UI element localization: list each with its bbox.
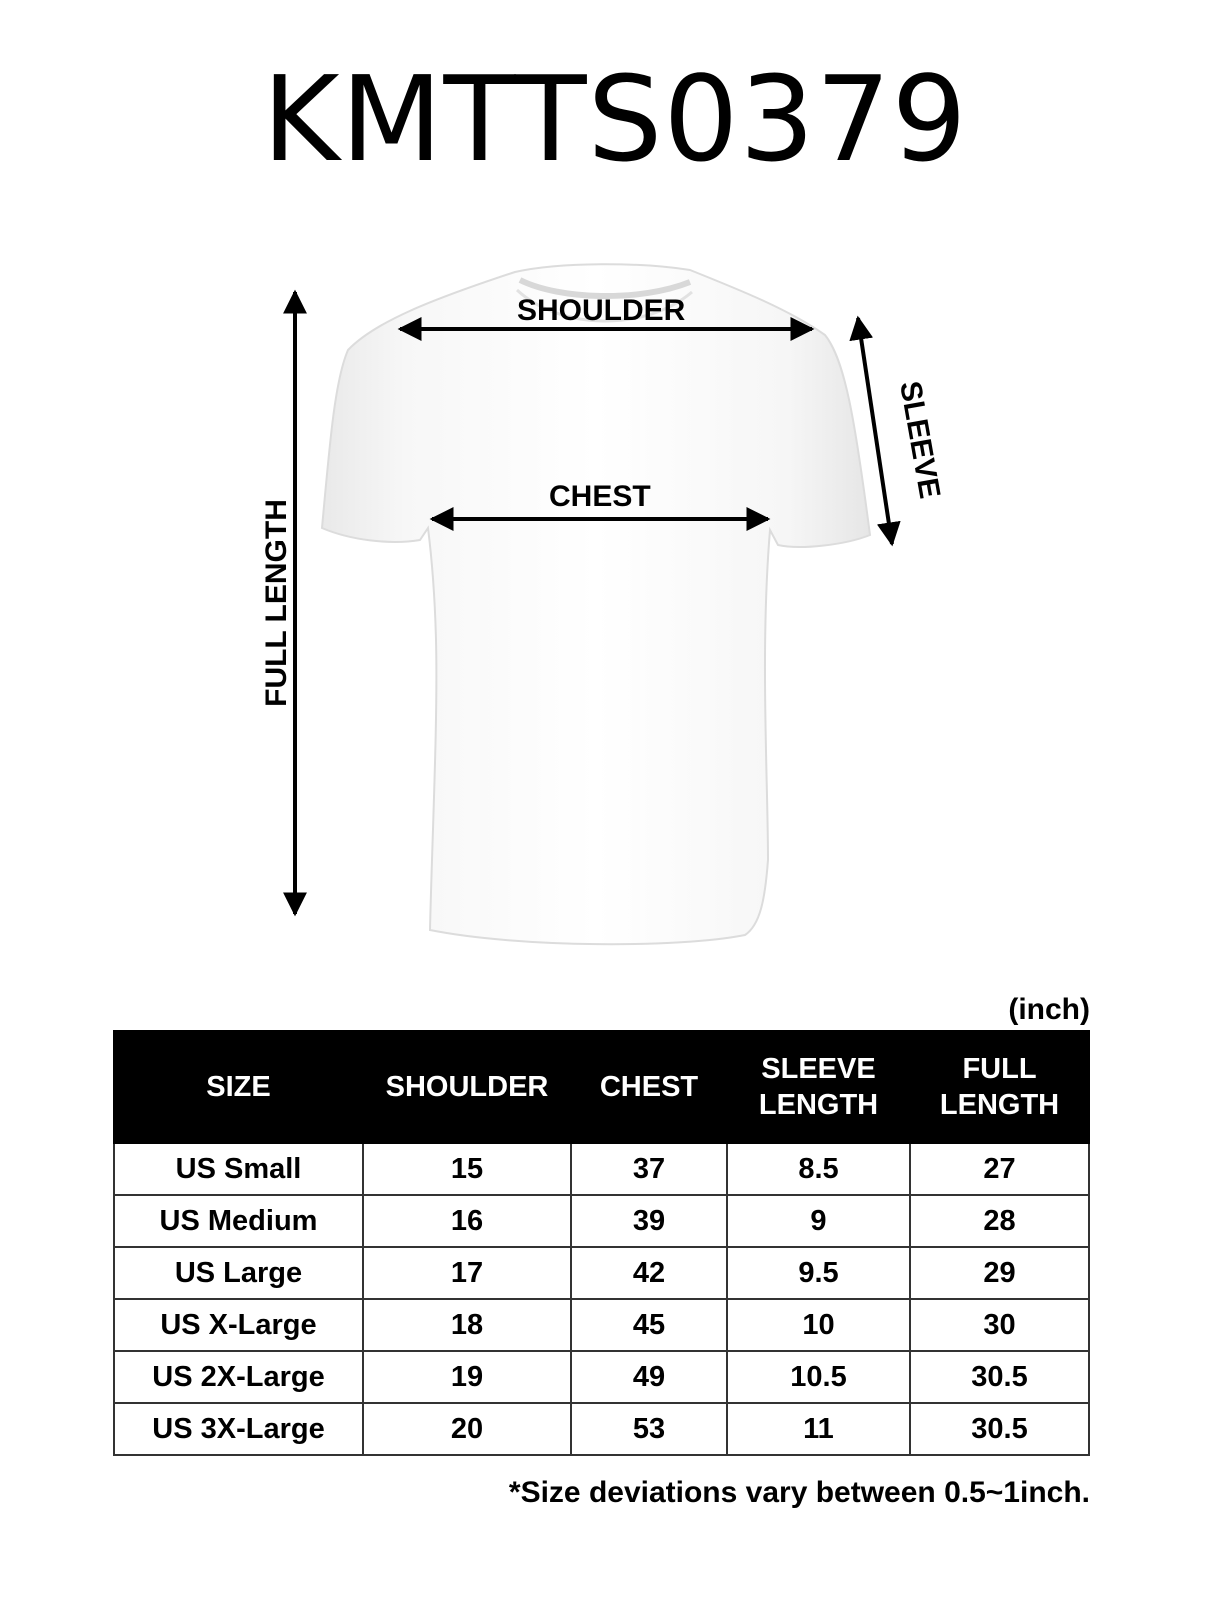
cell-shoulder: 20 bbox=[363, 1403, 571, 1455]
cell-size: US Medium bbox=[114, 1195, 363, 1247]
cell-shoulder: 16 bbox=[363, 1195, 571, 1247]
table-row bbox=[114, 1299, 1089, 1351]
table-row bbox=[114, 1351, 1089, 1403]
cell-full-length: 30.5 bbox=[910, 1351, 1089, 1403]
header-shoulder: SHOULDER bbox=[363, 1031, 571, 1143]
cell-chest: 53 bbox=[571, 1403, 727, 1455]
cell-size: US Large bbox=[114, 1247, 363, 1299]
table-row bbox=[114, 1143, 1089, 1195]
cell-full-length: 29 bbox=[910, 1247, 1089, 1299]
cell-shoulder: 17 bbox=[363, 1247, 571, 1299]
header-chest: CHEST bbox=[571, 1031, 727, 1143]
table-row bbox=[114, 1247, 1089, 1299]
cell-chest: 45 bbox=[571, 1299, 727, 1351]
tshirt-icon bbox=[322, 264, 870, 944]
cell-full-length: 27 bbox=[910, 1143, 1089, 1195]
cell-full-length: 30.5 bbox=[910, 1403, 1089, 1455]
cell-sleeve: 10.5 bbox=[727, 1351, 910, 1403]
cell-shoulder: 15 bbox=[363, 1143, 571, 1195]
table-row bbox=[114, 1195, 1089, 1247]
sleeve-label: SLEEVE bbox=[893, 378, 947, 502]
size-chart-table bbox=[113, 1030, 1090, 1456]
cell-chest: 49 bbox=[571, 1351, 727, 1403]
cell-chest: 42 bbox=[571, 1247, 727, 1299]
full-length-label: FULL LENGTH bbox=[259, 499, 293, 707]
cell-shoulder: 19 bbox=[363, 1351, 571, 1403]
header-sleeve-length: SLEEVE LENGTH bbox=[727, 1031, 910, 1143]
cell-full-length: 28 bbox=[910, 1195, 1089, 1247]
cell-size: US Small bbox=[114, 1143, 363, 1195]
cell-size: US X-Large bbox=[114, 1299, 363, 1351]
cell-chest: 39 bbox=[571, 1195, 727, 1247]
size-deviation-note: *Size deviations vary between 0.5~1inch. bbox=[508, 1476, 1090, 1509]
table-header-row bbox=[114, 1031, 1089, 1143]
cell-size: US 2X-Large bbox=[114, 1351, 363, 1403]
chest-label: CHEST bbox=[549, 480, 651, 513]
cell-shoulder: 18 bbox=[363, 1299, 571, 1351]
cell-sleeve: 9.5 bbox=[727, 1247, 910, 1299]
product-code-title: KMTTS0379 bbox=[262, 50, 968, 188]
cell-sleeve: 8.5 bbox=[727, 1143, 910, 1195]
table-row bbox=[114, 1403, 1089, 1455]
cell-sleeve: 10 bbox=[727, 1299, 910, 1351]
header-full-length: FULL LENGTH bbox=[910, 1031, 1089, 1143]
cell-size: US 3X-Large bbox=[114, 1403, 363, 1455]
cell-full-length: 30 bbox=[910, 1299, 1089, 1351]
cell-sleeve: 9 bbox=[727, 1195, 910, 1247]
header-size: SIZE bbox=[114, 1031, 363, 1143]
cell-sleeve: 11 bbox=[727, 1403, 910, 1455]
cell-chest: 37 bbox=[571, 1143, 727, 1195]
unit-label: (inch) bbox=[1008, 993, 1090, 1026]
shoulder-label: SHOULDER bbox=[517, 294, 686, 327]
